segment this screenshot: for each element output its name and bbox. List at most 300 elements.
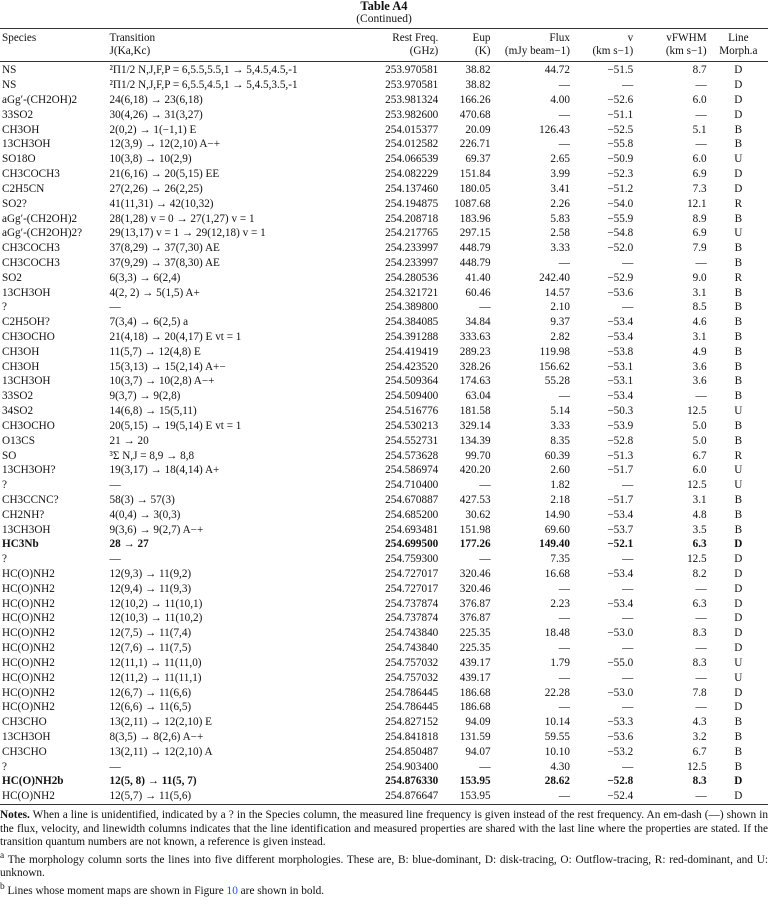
cell-velocity: −53.9: [607, 419, 634, 432]
table-row: [0, 449, 768, 464]
cell-transition: 21 → 20: [109, 434, 149, 447]
cell-flux: 69.60: [544, 523, 570, 536]
cell-flux: 2.26: [550, 197, 570, 210]
cell-species: aGg′-(CH2OH)2?: [2, 227, 83, 240]
cell-eup: 153.95: [459, 790, 491, 803]
cell-rest-freq: 254.516776: [385, 405, 439, 418]
cell-velocity: −53.3: [607, 716, 634, 729]
cell-species: HC(O)NH2b: [2, 775, 64, 788]
table-row: [0, 463, 768, 478]
cell-velocity: —: [622, 479, 634, 492]
cell-species: CH3CCNC?: [2, 493, 59, 506]
cell-morph: R: [734, 449, 743, 462]
cell-flux: 242.40: [539, 271, 570, 284]
cell-velocity: −51.3: [607, 449, 634, 462]
cell-morph: D: [734, 79, 743, 92]
cell-eup: 427.53: [459, 493, 491, 506]
cell-fwhm: 12.1: [687, 197, 707, 210]
cell-rest-freq: 254.573628: [385, 449, 439, 462]
cell-velocity: −53.0: [607, 686, 634, 699]
cell-fwhm: —: [695, 701, 707, 714]
cell-species: CH2NH?: [2, 508, 45, 521]
cell-flux: 3.99: [550, 168, 570, 181]
cell-rest-freq: 254.419419: [385, 345, 439, 358]
cell-transition: 12(11,1) → 11(11,0): [109, 656, 202, 669]
table-row: [0, 182, 768, 197]
cell-fwhm: 5.1: [692, 123, 707, 136]
cell-rest-freq: 254.217765: [385, 227, 439, 240]
cell-eup: 151.84: [459, 168, 491, 181]
cell-flux: 60.39: [544, 449, 570, 462]
table-row: [0, 715, 768, 730]
cell-rest-freq: 254.876647: [385, 790, 439, 803]
cell-transition: 12(7,5) → 11(7,4): [109, 627, 192, 640]
cell-flux: 28.62: [544, 775, 570, 788]
cell-transition: 14(6,8) → 15(5,11): [109, 405, 197, 418]
table-row: [0, 626, 768, 641]
cell-flux: 7.35: [550, 553, 570, 566]
cell-eup: 131.59: [459, 730, 491, 743]
table-row: [0, 152, 768, 167]
cell-rest-freq: 254.786445: [385, 701, 439, 714]
table-row: [0, 137, 768, 152]
cell-velocity: −53.6: [607, 730, 634, 743]
cell-morph: D: [734, 701, 743, 714]
cell-morph: D: [734, 568, 743, 581]
cell-eup: 320.46: [459, 568, 491, 581]
cell-velocity: —: [622, 701, 634, 714]
cell-fwhm: 6.0: [692, 464, 707, 477]
cell-velocity: −53.6: [607, 286, 634, 299]
cell-morph: D: [734, 627, 743, 640]
cell-morph: D: [734, 686, 743, 699]
cell-flux: 126.43: [539, 123, 570, 136]
cell-morph: B: [734, 434, 743, 447]
table-row: [0, 493, 768, 508]
cell-species: 13CH3OH: [2, 730, 51, 743]
cell-rest-freq: 254.423520: [385, 360, 439, 373]
table-row: [0, 419, 768, 434]
cell-fwhm: 4.8: [692, 508, 707, 521]
cell-fwhm: 6.0: [692, 153, 707, 166]
cell-eup: 1087.68: [454, 197, 491, 210]
cell-flux: 1.82: [550, 479, 570, 492]
cell-morph: D: [734, 790, 743, 803]
cell-velocity: −52.8: [607, 434, 634, 447]
cell-transition: ²Π1/2 N,J,F,P = 6,5.5,4.5,1 → 5,4.5,3.5,-1: [109, 79, 298, 92]
table-row: [0, 374, 768, 389]
cell-flux: —: [558, 642, 570, 655]
cell-species: SO: [2, 449, 17, 462]
cell-flux: 14.57: [544, 286, 570, 299]
cell-flux: 16.68: [544, 568, 570, 581]
cell-flux: —: [558, 79, 570, 92]
cell-rest-freq: 254.737874: [385, 597, 439, 610]
cell-morph: B: [734, 745, 743, 758]
cell-rest-freq: 254.586974: [385, 464, 439, 477]
cell-flux: 2.60: [550, 464, 570, 477]
cell-velocity: −50.3: [607, 405, 634, 418]
cell-rest-freq: 254.850487: [385, 745, 439, 758]
cell-rest-freq: 254.233997: [385, 242, 439, 255]
cell-fwhm: —: [695, 642, 707, 655]
cell-velocity: −54.8: [607, 227, 634, 240]
cell-velocity: −53.0: [607, 627, 634, 640]
cell-transition: 12(5,7) → 11(5,6): [109, 790, 192, 803]
cell-transition: 27(2,26) → 26(2,25): [109, 182, 203, 195]
cell-transition: ²Π1/2 N,J,F,P = 6,5.5,5.5,1 → 5,4.5,4.5,-1: [109, 64, 298, 77]
cell-flux: —: [558, 256, 570, 269]
cell-velocity: —: [622, 760, 634, 773]
cell-eup: 34.84: [465, 316, 491, 329]
cell-species: ?: [2, 479, 7, 492]
cell-species: aGg′-(CH2OH)2: [2, 212, 78, 225]
cell-species: HC(O)NH2: [2, 597, 55, 610]
table-row: [0, 63, 768, 78]
cell-eup: 225.35: [459, 642, 491, 655]
header-eup: Eup: [440, 29, 492, 46]
cell-morph: D: [734, 94, 743, 107]
cell-eup: 38.82: [465, 64, 491, 77]
cell-velocity: —: [622, 582, 634, 595]
table-row: [0, 93, 768, 108]
cell-morph: B: [734, 331, 743, 344]
header-transition-sub: J(Ka,Kc): [109, 45, 151, 58]
cell-rest-freq: 254.389800: [385, 301, 439, 314]
cell-morph: D: [734, 582, 743, 595]
cell-flux: 5.14: [550, 405, 570, 418]
cell-fwhm: 6.7: [692, 449, 707, 462]
header-fwhm-unit: (km s−1): [665, 45, 707, 58]
table-row: [0, 508, 768, 523]
cell-transition: 12(5, 8) → 11(5, 7): [109, 775, 197, 788]
cell-flux: 55.28: [544, 375, 570, 388]
cell-rest-freq: 254.321721: [385, 286, 439, 299]
cell-eup: 183.96: [459, 212, 491, 225]
notes-a: [0, 850, 768, 881]
cell-transition: 6(3,3) → 6(2,4): [109, 271, 181, 284]
cell-morph: B: [734, 419, 743, 432]
cell-velocity: −52.0: [607, 242, 634, 255]
table-row: [0, 671, 768, 686]
cell-flux: 9.37: [550, 316, 570, 329]
cell-transition: 58(3) → 57(3): [109, 493, 175, 506]
cell-fwhm: 9.0: [692, 271, 707, 284]
cell-flux: 3.33: [550, 242, 570, 255]
cell-velocity: −53.4: [607, 316, 634, 329]
cell-morph: D: [734, 775, 743, 788]
cell-transition: 10(3,7) → 10(2,8) A−+: [109, 375, 215, 388]
table-subtitle: (Continued): [356, 13, 412, 25]
cell-flux: —: [558, 582, 570, 595]
cell-fwhm: —: [695, 582, 707, 595]
cell-velocity: −52.5: [607, 123, 634, 136]
cell-eup: 166.26: [459, 94, 491, 107]
cell-eup: 38.82: [465, 79, 491, 92]
table-row: [0, 537, 768, 552]
cell-fwhm: 3.6: [692, 360, 707, 373]
header-row: [0, 29, 768, 46]
table-row: [0, 434, 768, 449]
cell-transition: 9(3,7) → 9(2,8): [109, 390, 181, 403]
cell-rest-freq: 254.066539: [385, 153, 439, 166]
table-row: [0, 241, 768, 256]
cell-rest-freq: 254.233997: [385, 256, 439, 269]
cell-eup: 376.87: [459, 612, 491, 625]
cell-rest-freq: 254.710400: [385, 479, 439, 492]
table-row: [0, 360, 768, 375]
cell-flux: 22.28: [544, 686, 570, 699]
cell-fwhm: 8.3: [692, 775, 707, 788]
notes-a-mark: a: [0, 850, 5, 861]
cell-rest-freq: 254.727017: [385, 568, 439, 581]
cell-morph: D: [734, 168, 743, 181]
cell-transition: —: [109, 301, 121, 314]
cell-velocity: −52.4: [607, 790, 634, 803]
cell-transition: 19(3,17) → 18(4,14) A+: [109, 464, 220, 477]
cell-species: 13CH3OH?: [2, 464, 56, 477]
cell-velocity: −53.4: [607, 331, 634, 344]
cell-flux: 156.62: [539, 360, 570, 373]
notes-b: [0, 881, 768, 898]
cell-fwhm: 5.0: [692, 419, 707, 432]
cell-flux: 3.41: [550, 182, 570, 195]
cell-eup: 151.98: [459, 523, 491, 536]
cell-eup: 174.63: [459, 375, 491, 388]
cell-flux: 2.82: [550, 331, 570, 344]
cell-rest-freq: 254.194875: [385, 197, 439, 210]
cell-eup: 180.05: [459, 182, 491, 195]
notes-main-text: When a line is unidentified, indicated by a ? in the Species column, the measured line frequency is given instead of the rest frequency. An em-dash (—) shown in the flux, velocity, and linewidth columns indicates that the line identification and measured properties are shared with the last line where the properties are stated. If the transition quantum numbers are not known, a reference is given instead.: [0, 809, 768, 849]
header-flux-unit: (mJy beam−1): [504, 45, 570, 58]
cell-rest-freq: 254.685200: [385, 508, 439, 521]
cell-flux: —: [558, 612, 570, 625]
cell-eup: 30.62: [465, 508, 491, 521]
cell-rest-freq: 254.737874: [385, 612, 439, 625]
table-row: [0, 123, 768, 138]
cell-morph: B: [734, 316, 743, 329]
table-notes: [0, 805, 768, 898]
figure-link[interactable]: 10: [226, 884, 238, 897]
cell-flux: 44.72: [544, 64, 570, 77]
cell-morph: D: [734, 182, 743, 195]
cell-flux: 2.58: [550, 227, 570, 240]
cell-transition: 8(3,5) → 8(2,6) A−+: [109, 730, 204, 743]
cell-species: CH3OCHO: [2, 419, 55, 432]
cell-morph: B: [734, 360, 743, 373]
cell-velocity: −53.4: [607, 508, 634, 521]
cell-velocity: −52.9: [607, 271, 634, 284]
cell-fwhm: —: [695, 790, 707, 803]
cell-velocity: —: [622, 256, 634, 269]
cell-velocity: −51.7: [607, 464, 634, 477]
cell-morph: D: [734, 538, 743, 551]
cell-species: SO2: [2, 271, 22, 284]
notes-b-pre: Lines whose moment maps are shown in Figure: [7, 884, 224, 897]
cell-morph: B: [734, 301, 743, 314]
cell-morph: D: [734, 597, 743, 610]
cell-rest-freq: 254.759300: [385, 553, 439, 566]
cell-flux: 1.79: [550, 656, 570, 669]
cell-rest-freq: 253.970581: [385, 79, 439, 92]
cell-morph: B: [734, 256, 743, 269]
cell-rest-freq: 254.015377: [385, 123, 439, 136]
cell-transition: 28 → 27: [109, 538, 149, 551]
cell-rest-freq: 254.743840: [385, 642, 439, 655]
cell-rest-freq: 254.699500: [385, 538, 439, 551]
cell-eup: 333.63: [459, 331, 491, 344]
cell-species: HC(O)NH2: [2, 582, 55, 595]
cell-morph: D: [734, 612, 743, 625]
cell-fwhm: 6.3: [692, 597, 707, 610]
cell-transition: 37(9,29) → 37(8,30) AE: [109, 256, 220, 269]
cell-morph: D: [734, 108, 743, 121]
cell-eup: —: [479, 553, 491, 566]
cell-morph: B: [734, 212, 743, 225]
table-row: [0, 760, 768, 775]
cell-eup: 94.09: [465, 716, 491, 729]
cell-velocity: −51.1: [607, 108, 634, 121]
cell-velocity: −52.1: [607, 538, 634, 551]
cell-species: NS: [2, 64, 17, 77]
cell-species: ?: [2, 301, 7, 314]
cell-rest-freq: 253.970581: [385, 64, 439, 77]
cell-eup: —: [479, 479, 491, 492]
cell-rest-freq: 254.391288: [385, 331, 439, 344]
header-velocity-unit: (km s−1): [592, 45, 634, 58]
cell-fwhm: 8.9: [692, 212, 707, 225]
header-morph-2: Morph.a: [719, 45, 758, 58]
cell-velocity: −51.7: [607, 493, 634, 506]
cell-eup: 439.17: [459, 656, 491, 669]
table-row: [0, 582, 768, 597]
cell-transition: 13(2,11) → 12(2,10) E: [109, 716, 212, 729]
cell-species: HC(O)NH2: [2, 642, 55, 655]
cell-morph: D: [734, 642, 743, 655]
cell-species: 33SO2: [2, 108, 34, 121]
cell-species: SO18O: [2, 153, 36, 166]
cell-rest-freq: 254.827152: [385, 716, 439, 729]
table-row: [0, 197, 768, 212]
table-row: [0, 597, 768, 612]
cell-fwhm: 6.0: [692, 94, 707, 107]
cell-eup: 177.26: [459, 538, 491, 551]
header-species-blank: [0, 45, 108, 62]
cell-rest-freq: 254.670887: [385, 493, 439, 506]
cell-flux: 2.65: [550, 153, 570, 166]
cell-fwhm: 8.5: [692, 301, 707, 314]
cell-transition: 10(3,8) → 10(2,9): [109, 153, 192, 166]
cell-fwhm: 4.9: [692, 345, 707, 358]
cell-species: CH3CHO: [2, 745, 47, 758]
cell-flux: —: [558, 790, 570, 803]
cell-transition: 4(2, 2) → 5(1,5) A+: [109, 286, 200, 299]
cell-morph: B: [734, 730, 743, 743]
notes-main: [0, 809, 768, 850]
cell-flux: —: [558, 701, 570, 714]
cell-eup: 226.71: [459, 138, 491, 151]
header-fwhm: vFWHM: [635, 29, 708, 46]
cell-species: ?: [2, 760, 7, 773]
cell-fwhm: 8.3: [692, 627, 707, 640]
cell-eup: 329.14: [459, 419, 491, 432]
cell-eup: 134.39: [459, 434, 491, 447]
cell-eup: 470.68: [459, 108, 491, 121]
table-row: [0, 686, 768, 701]
table-body: [0, 63, 768, 804]
table-row: [0, 167, 768, 182]
cell-flux: 18.48: [544, 627, 570, 640]
table-row: [0, 523, 768, 538]
cell-velocity: −54.0: [607, 197, 634, 210]
cell-fwhm: 6.9: [692, 168, 707, 181]
cell-rest-freq: 254.509400: [385, 390, 439, 403]
table-row: [0, 212, 768, 227]
table-row: [0, 611, 768, 626]
table-row: [0, 552, 768, 567]
cell-rest-freq: 254.208718: [385, 212, 439, 225]
notes-b-mark: b: [0, 881, 5, 892]
cell-eup: 181.58: [459, 405, 491, 418]
cell-flux: —: [558, 671, 570, 684]
cell-eup: 94.07: [465, 745, 491, 758]
cell-rest-freq: 254.693481: [385, 523, 439, 536]
cell-transition: 21(4,18) → 20(4,17) E vt = 1: [109, 331, 242, 344]
notes-a-text: The morphology column sorts the lines into five different morphologies. These are, B: blue-dominant, D: disk-tracing, O: Outflow-tracing, R: red-dominant, and U: unknown.: [0, 853, 768, 880]
cell-morph: U: [734, 656, 743, 669]
cell-fwhm: 6.9: [692, 227, 707, 240]
cell-species: CH3COCH3: [2, 168, 60, 181]
cell-flux: 2.23: [550, 597, 570, 610]
cell-transition: 12(11,2) → 11(11,1): [109, 671, 202, 684]
cell-transition: 7(3,4) → 6(2,5) a: [109, 316, 189, 329]
cell-species: HC(O)NH2: [2, 686, 55, 699]
cell-morph: B: [734, 390, 743, 403]
cell-species: O13CS: [2, 434, 35, 447]
cell-eup: —: [479, 760, 491, 773]
cell-velocity: —: [622, 553, 634, 566]
cell-flux: 8.35: [550, 434, 570, 447]
cell-transition: 12(9,4) → 11(9,3): [109, 582, 192, 595]
cell-velocity: −52.8: [607, 775, 634, 788]
header-units-row: [0, 45, 768, 62]
table-row: [0, 641, 768, 656]
table-title: Table A4: [360, 0, 408, 13]
cell-flux: 14.90: [544, 508, 570, 521]
header-species: Species: [0, 29, 108, 46]
cell-fwhm: 7.9: [692, 242, 707, 255]
cell-transition: 9(3,6) → 9(2,7) A−+: [109, 523, 204, 536]
cell-fwhm: 3.1: [692, 493, 707, 506]
cell-eup: 376.87: [459, 597, 491, 610]
cell-transition: 12(10,3) → 11(10,2): [109, 612, 203, 625]
cell-fwhm: 12.5: [687, 479, 707, 492]
cell-species: HC(O)NH2: [2, 656, 55, 669]
cell-transition: 12(3,9) → 12(2,10) A−+: [109, 138, 221, 151]
cell-morph: B: [734, 286, 743, 299]
cell-species: NS: [2, 79, 17, 92]
cell-eup: 448.79: [459, 256, 491, 269]
table-row: [0, 404, 768, 419]
cell-rest-freq: 254.786445: [385, 686, 439, 699]
cell-morph: R: [734, 197, 743, 210]
cell-transition: 12(7,6) → 11(7,5): [109, 642, 192, 655]
cell-rest-freq: 254.727017: [385, 582, 439, 595]
cell-eup: 448.79: [459, 242, 491, 255]
cell-species: HC(O)NH2: [2, 568, 55, 581]
cell-rest-freq: 254.841818: [385, 730, 439, 743]
cell-species: C2H5CN: [2, 182, 45, 195]
